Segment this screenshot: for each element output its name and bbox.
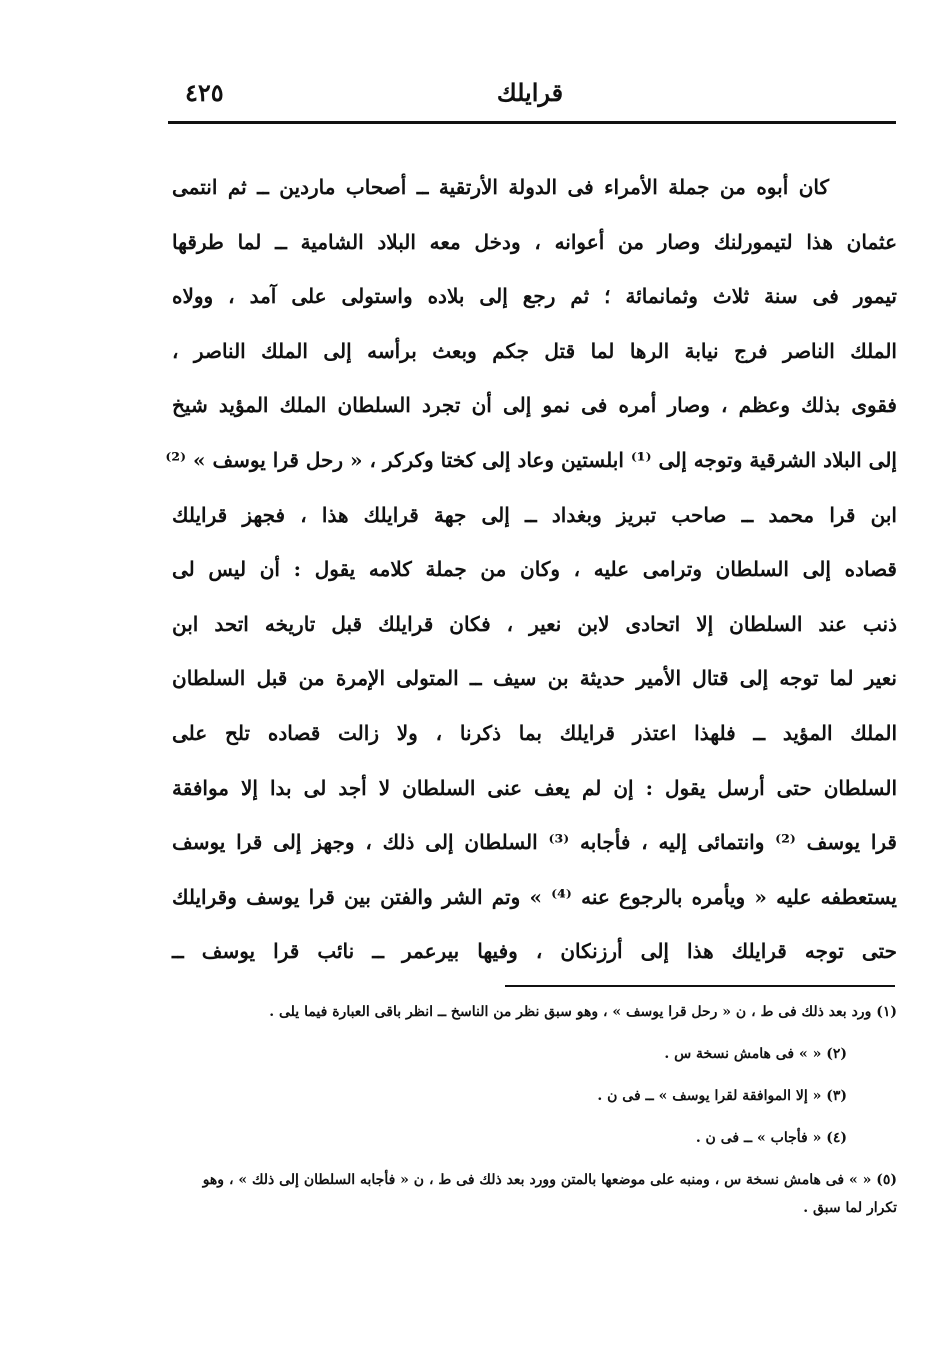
text-line: نعير لما توجه إلى قتال الأمير حديثة بن سيف ــ المتولى الإمرة من قبل السلطان [172, 666, 897, 691]
text-line: إلى البلاد الشرقية وتوجه إلى ⁽¹⁾ ابلستين وعاد إلى كختا وكركر ، « رحل قرا يوسف » ⁽²⁾ [165, 447, 897, 472]
footnote-3: (٣) « إلا الموافقة لقرا يوسف » ــ فى ن . [597, 1088, 847, 1104]
text-line: الملك الناصر فرج نيابة الرها لما قتل جكم وبعث برأسه إلى الملك الناصر ، [172, 338, 897, 363]
page-header [165, 72, 895, 116]
page-number: ٤٢٥ [185, 78, 224, 107]
text-line: حتى توجه قرايلك هذا إلى أرزنكان ، وفيها بيرعمر ــ نائب قرا يوسف ــ [172, 939, 897, 964]
footnote-1: (١) ورد بعد ذلك فى ط ، ن « رحل قرا يوسف » ، وهو سبق نظر من الناسخ ــ انظر باقى العبارة فيما يلى . [269, 1004, 897, 1020]
text-line: قصاده إلى السلطان وترامى عليه ، وكان من جملة كلامه يقول : أن ليس لى [172, 557, 897, 582]
footnote-2: (٢) « » فى هامش نسخة س . [664, 1046, 847, 1062]
text-line: عثمان هذا لتيمورلنك وصار من أعوانه ، ودخل معه البلاد الشامية ــ لما طرقها [172, 229, 897, 254]
main-text [165, 160, 897, 979]
header-rule [168, 121, 896, 124]
text-line: قرا يوسف ⁽²⁾ وانتمائى إليه ، فأجابه ⁽³⁾ السلطان إلى ذلك ، وجهز إلى قرا يوسف [172, 830, 897, 855]
footnotes [172, 998, 897, 1222]
text-line: ذنب عند السلطان إلا اتحادى لابن نعير ، فكان قرايلك قبل تاريخه اتحد ابن [172, 611, 897, 636]
text-line: فقوى بذلك وعظم ، وصار أمره فى نمو إلى أن تجرد السلطان الملك المؤيد شيخ [172, 393, 897, 418]
footnote-5: (٥) « » فى هامش نسخة س ، ومنبه على موضعها بالمتن وورد بعد ذلك فى ط ، ن « فأجابه السلطان إلى ذلك » ، وهو تكرار لما سبق . [202, 1172, 897, 1216]
footnote-rule [505, 985, 895, 987]
text-line: كان أبوه من جملة الأمراء فى الدولة الأرتقية ــ أصحاب ماردين ــ ثم انتمى [172, 175, 829, 199]
text-line: يستعطفه عليه « ويأمره بالرجوع عنه ⁽⁴⁾ » وتم الشر والفتن بين قرا يوسف وقرايلك [172, 884, 897, 909]
text-line: ابن قرا محمد ــ صاحب تبريز وبغداد ــ إلى جهة قرايلك هذا ، فجهز قرايلك [172, 502, 897, 527]
footnote-4: (٤) « فأجاب » ــ فى ن . [695, 1130, 847, 1146]
text-line: تيمور فى سنة ثلاث وثمانمائة ؛ ثم رجع إلى بلاده واستولى على آمد ، وولاه [172, 284, 897, 309]
text-line: السلطان حتى أرسل يقول : إن لم يعف عنى السلطان لا أجد لى بدا إلا موافقة [172, 775, 897, 800]
running-title: قرايلك [496, 78, 564, 107]
text-line: الملك المؤيد ــ فلهذا اعتذر قرايلك بما ذكرنا ، ولا زالت قصاده تلح على [172, 720, 897, 745]
